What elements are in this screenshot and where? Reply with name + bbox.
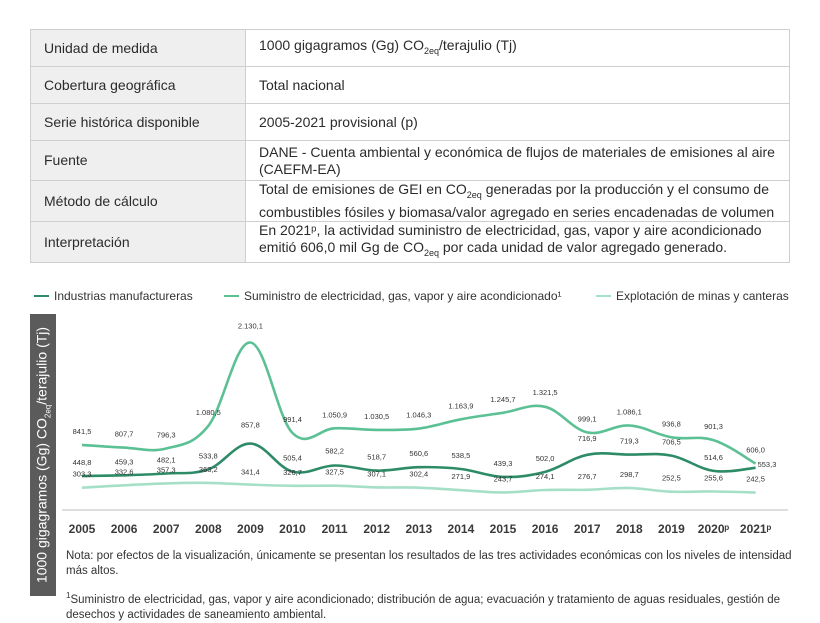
data-label: 341,4 bbox=[241, 467, 260, 477]
data-label: 307,1 bbox=[367, 469, 387, 479]
line-chart bbox=[0, 300, 820, 545]
x-tick-label: 2013 bbox=[405, 522, 433, 536]
x-tick-label: 2019 bbox=[658, 522, 685, 536]
row-label: Serie histórica disponible bbox=[31, 104, 246, 141]
x-tick-label: 2011 bbox=[321, 522, 348, 536]
data-label: 1.046,3 bbox=[406, 410, 432, 420]
data-label: 327,5 bbox=[325, 467, 344, 477]
y-axis-label: 1000 gigagramos (Gg) $CO_{2eq}$/terajulio (Tj) bbox=[33, 326, 53, 584]
legend-label: Suministro de electricidad, gas, vapor y aire acondicionado¹ bbox=[244, 289, 562, 303]
row-value: Total nacional bbox=[246, 67, 790, 104]
table-row bbox=[31, 30, 790, 67]
x-tick-label: 2021ᵖ bbox=[739, 522, 772, 536]
data-label: 303,3 bbox=[72, 469, 92, 479]
x-tick-label: 2009 bbox=[237, 522, 264, 536]
data-label: 560,6 bbox=[409, 449, 429, 459]
data-label: 936,8 bbox=[662, 419, 681, 429]
x-tick-label: 2014 bbox=[447, 522, 475, 536]
data-label: 302,4 bbox=[409, 469, 429, 479]
legend-label: Industrias manufactureras bbox=[54, 289, 193, 303]
data-label: 857,8 bbox=[241, 420, 260, 430]
data-label: 582,2 bbox=[325, 446, 344, 456]
row-label: Unidad de medida bbox=[31, 30, 246, 67]
data-label: 439,3 bbox=[493, 458, 513, 468]
row-value: 1000 gigagramos (Gg) $CO_{2eq}$/terajulio (Tj) bbox=[246, 30, 790, 67]
data-label: 274,1 bbox=[535, 471, 555, 481]
legend-swatch bbox=[34, 295, 49, 297]
x-tick-label: 2015 bbox=[489, 522, 517, 536]
data-label: 533,8 bbox=[198, 451, 218, 461]
data-label: 1.030,5 bbox=[364, 411, 390, 421]
table-row bbox=[31, 104, 790, 141]
data-label: 276,7 bbox=[577, 471, 597, 481]
data-label: 716,9 bbox=[577, 433, 597, 443]
data-label: 901,3 bbox=[704, 422, 723, 432]
table-row bbox=[31, 181, 790, 222]
data-label: 518,7 bbox=[367, 452, 387, 462]
data-label: 357,3 bbox=[156, 465, 176, 475]
data-label: 255,6 bbox=[704, 473, 723, 483]
data-label: 242,5 bbox=[746, 474, 765, 484]
x-tick-label: 2006 bbox=[110, 522, 138, 536]
x-tick-label: 2005 bbox=[68, 522, 96, 536]
legend-label: Explotación de minas y canteras bbox=[616, 289, 789, 303]
data-label: 1.245,7 bbox=[490, 394, 516, 404]
x-tick-label: 2007 bbox=[152, 522, 180, 536]
data-label: 999,1 bbox=[577, 414, 597, 424]
data-label: 1.321,5 bbox=[532, 387, 558, 397]
data-label: 514,6 bbox=[704, 452, 723, 462]
data-label: 706,5 bbox=[662, 437, 681, 447]
data-label: 332,6 bbox=[114, 467, 134, 477]
data-label: 719,3 bbox=[619, 436, 639, 446]
data-label: 298,7 bbox=[619, 470, 639, 480]
table-row bbox=[31, 222, 790, 263]
row-value: Total de emisiones de GEI en $CO_{2eq}$ generadas por la producción y el consumo de combustibles fósiles y biomasa/valor agregado en series encadenadas de volumen bbox=[246, 181, 790, 222]
x-tick-label: 2012 bbox=[363, 522, 391, 536]
row-value: En 2021ᵖ, la actividad suministro de electricidad, gas, vapor y aire acondicionado emitió 606,0 mil Gg de $CO_{2eq}$ por cada unidad de valor agregado generado. bbox=[246, 222, 790, 263]
data-label: 991,4 bbox=[283, 414, 302, 424]
data-label: 243,7 bbox=[493, 474, 513, 484]
row-label: Método de cálculo bbox=[31, 181, 246, 222]
row-label: Interpretación bbox=[31, 222, 246, 263]
row-value: DANE - Cuenta ambiental y económica de flujos de materiales de emisiones al aire (CAEFM-EA) bbox=[246, 141, 790, 181]
data-label: 1.050,9 bbox=[322, 410, 348, 420]
chart-note: Nota: por efectos de la visualización, únicamente se presentan los resultados de las tres actividades económicas con los niveles de intensidad más altos. bbox=[66, 550, 792, 577]
data-label: 482,1 bbox=[156, 455, 176, 465]
data-label: 252,5 bbox=[662, 473, 681, 483]
data-label: 1.086,1 bbox=[616, 407, 642, 417]
data-label: 326,7 bbox=[283, 467, 302, 477]
x-tick-label: 2016 bbox=[531, 522, 559, 536]
data-label: 1.163,9 bbox=[448, 401, 474, 411]
table-row bbox=[31, 141, 790, 181]
row-label: Fuente bbox=[31, 141, 246, 181]
x-tick-label: 2010 bbox=[279, 522, 306, 536]
data-label: 841,5 bbox=[72, 426, 92, 436]
data-label: 448,8 bbox=[72, 458, 92, 468]
data-label: 606,0 bbox=[746, 445, 765, 455]
legend-swatch bbox=[224, 295, 239, 297]
legend-swatch bbox=[596, 295, 611, 297]
data-label: 807,7 bbox=[114, 429, 134, 439]
table-row bbox=[31, 67, 790, 104]
x-tick-label: 2018 bbox=[615, 522, 643, 536]
data-label: 796,3 bbox=[156, 430, 176, 440]
data-label: 1.080,5 bbox=[195, 407, 221, 417]
row-value: 2005-2021 provisional (p) bbox=[246, 104, 790, 141]
data-label: 505,4 bbox=[283, 453, 302, 463]
data-label: 271,9 bbox=[451, 472, 471, 482]
row-label: Cobertura geográfica bbox=[31, 67, 246, 104]
series-line-1 bbox=[82, 342, 756, 463]
x-tick-label: 2017 bbox=[573, 522, 601, 536]
x-tick-label: 2020ᵖ bbox=[697, 522, 730, 536]
info-table bbox=[30, 29, 790, 263]
data-label: 2.130,1 bbox=[237, 321, 263, 331]
series-line-2 bbox=[82, 483, 756, 493]
data-label: 553,3 bbox=[757, 459, 777, 469]
x-tick-label: 2008 bbox=[194, 522, 222, 536]
data-label: 459,3 bbox=[114, 457, 134, 467]
data-label: 502,0 bbox=[535, 453, 555, 463]
footnote: $^1$Suministro de electricidad, gas, vapor y aire acondicionado; distribución de agua; evacuación y tratamiento de aguas residuales, gestión de desechos y actividades de saneamiento ambiental. bbox=[66, 591, 781, 621]
data-label: 538,5 bbox=[451, 450, 471, 460]
data-label: 363,2 bbox=[198, 464, 218, 474]
